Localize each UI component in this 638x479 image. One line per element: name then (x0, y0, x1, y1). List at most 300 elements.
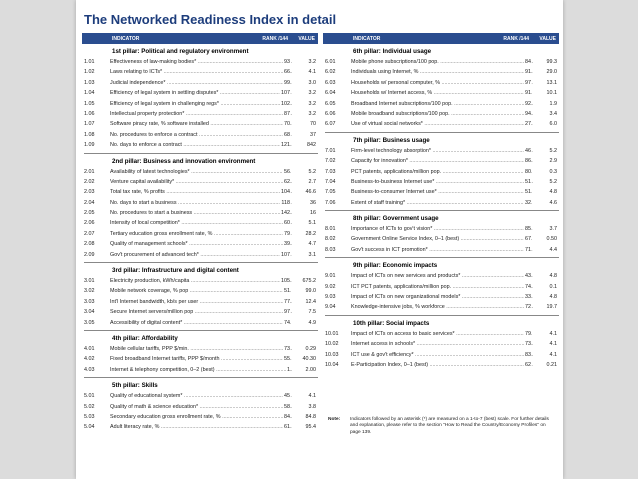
indicator-rank: 142 (280, 208, 290, 218)
indicator-value: 36 (292, 198, 316, 208)
indicator-code: 1.06 (84, 110, 95, 117)
column-header (82, 33, 318, 44)
indicator-row (323, 350, 559, 360)
indicator-name: Households w/ personal computer, % ..... (351, 78, 537, 88)
indicator-value: 10.1 (533, 88, 557, 98)
indicator-name: Accessibility of digital content* ..... (110, 318, 296, 328)
indicator-value: 4.6 (533, 198, 557, 208)
divider (325, 315, 559, 316)
indicator-rank: 45 (283, 391, 290, 401)
indicator-code: 2.05 (84, 210, 95, 217)
indicator-row (82, 239, 318, 249)
note-text: Indicators followed by an asterisk (*) are measured on a 1-to-7 (best) scale. For further details and explanation, please refer to the section "How to Read the Country/Economy Profiles" on page 139. (350, 417, 549, 435)
indicator-row (82, 307, 318, 317)
indicator-name: E-Participation Index, 0–1 (best) ..... (351, 360, 537, 370)
indicator-value: 6.0 (533, 119, 557, 129)
indicator-rank: 118 (280, 198, 290, 208)
indicator-value: 3.7 (533, 224, 557, 234)
indicator-rank: 105 (280, 276, 290, 286)
indicator-row (82, 57, 318, 67)
indicator-value: 5.2 (533, 177, 557, 187)
indicator-rank: 73 (524, 339, 531, 349)
indicator-code: 9.04 (325, 304, 336, 311)
indicator-name: Capacity for innovation* ..... (351, 156, 537, 166)
indicator-row (82, 99, 318, 109)
indicator-value: 3.4 (533, 109, 557, 119)
indicator-rank: 86 (524, 156, 531, 166)
indicator-name: Judicial independence* ..... (110, 78, 296, 88)
indicator-name: Mobile broadband subscriptions/100 pop. ..... (351, 109, 537, 119)
indicator-name: Government Online Service Index, 0–1 (best) ..... (351, 234, 537, 244)
indicator-rank: 51 (524, 177, 531, 187)
indicator-row (323, 156, 559, 166)
pillar-title: 2nd pillar: Business and innovation environment (112, 157, 256, 165)
indicator-name: Quality of math & science education* ..... (110, 402, 296, 412)
indicator-code: 5.01 (84, 393, 95, 400)
left-pillars (82, 46, 318, 433)
divider (84, 330, 318, 331)
indicator-value: 4.1 (533, 350, 557, 360)
pillar-title: 1st pillar: Political and regulatory environment (112, 48, 249, 55)
divider (325, 257, 559, 258)
indicator-value: 4.8 (533, 292, 557, 302)
indicator-rank: 84 (283, 412, 290, 422)
indicator-rank: 39 (283, 239, 290, 249)
indicator-value: 46.6 (292, 187, 316, 197)
indicator-rank: 91 (524, 88, 531, 98)
indicator-value: 675.2 (292, 276, 316, 286)
indicator-name: Total tax rate, % profits ..... (110, 187, 296, 197)
indicator-value: 7.5 (292, 307, 316, 317)
indicator-rank: 66 (283, 67, 290, 77)
divider (325, 210, 559, 211)
indicator-code: 8.01 (325, 226, 336, 233)
indicator-rank: 56 (283, 167, 290, 177)
indicator-value: 4.8 (533, 271, 557, 281)
indicator-name: Tertiary education gross enrollment rate, % ..... (110, 229, 296, 239)
indicator-rank: 46 (524, 146, 531, 156)
indicator-rank: 74 (524, 282, 531, 292)
indicator-name: Use of virtual social networks* ..... (351, 119, 537, 129)
indicator-name: Mobile phone subscriptions/100 pop. ..... (351, 57, 537, 67)
indicator-value: 0.1 (533, 282, 557, 292)
indicator-code: 1.07 (84, 121, 95, 128)
indicator-name: Fixed broadband Internet tariffs, PPP $/month ..... (110, 354, 296, 364)
indicator-name: Quality of educational system* ..... (110, 391, 296, 401)
indicator-value: 3.0 (292, 78, 316, 88)
indicator-row (82, 218, 318, 228)
indicator-code: 9.01 (325, 273, 336, 280)
indicator-value: 0.29 (292, 344, 316, 354)
indicator-name: Efficiency of legal system in challenging regs* ..... (110, 99, 296, 109)
indicator-value: 99.0 (292, 286, 316, 296)
indicator-row (82, 140, 318, 150)
indicator-row (82, 167, 318, 177)
indicator-name: PCT patents, applications/million pop. ..... (351, 167, 537, 177)
indicator-row (323, 198, 559, 208)
indicator-code: 10.01 (325, 330, 339, 337)
indicator-code: 6.07 (325, 121, 336, 128)
indicator-code: 2.06 (84, 220, 95, 227)
indicator-row (82, 67, 318, 77)
indicator-value: 4.1 (533, 329, 557, 339)
indicator-value: 3.2 (292, 99, 316, 109)
indicator-code: 2.08 (84, 241, 95, 248)
indicator-code: 7.02 (325, 158, 336, 165)
indicator-value: 3.1 (292, 250, 316, 260)
indicator-rank: 85 (524, 224, 531, 234)
indicator-row (323, 187, 559, 197)
indicator-code: 6.02 (325, 69, 336, 76)
pillar-title: 4th pillar: Affordability (112, 334, 178, 342)
indicator-row (82, 344, 318, 354)
indicator-value: 4.1 (292, 67, 316, 77)
indicator-name: No. days to enforce a contract ..... (110, 140, 296, 150)
indicator-name: ICT use & gov't efficiency* ..... (351, 350, 537, 360)
indicator-row (82, 109, 318, 119)
indicator-value: 37 (292, 130, 316, 140)
indicator-name: Software piracy rate, % software installed ..... (110, 119, 296, 129)
indicator-row (323, 329, 559, 339)
indicator-value: 4.7 (292, 239, 316, 249)
indicator-row (82, 354, 318, 364)
indicator-rank: 51 (524, 187, 531, 197)
header-rank: RANK /144 (503, 36, 529, 42)
indicator-code: 6.04 (325, 90, 336, 97)
pillar-section (82, 265, 318, 331)
indicator-name: Effectiveness of law-making bodies* ..... (110, 57, 296, 67)
indicator-rank: 99 (283, 78, 290, 88)
indicator-code: 2.02 (84, 178, 95, 185)
indicator-name: Importance of ICTs to gov't vision* ..... (351, 224, 537, 234)
indicator-row (82, 229, 318, 239)
pillar-section (323, 213, 559, 258)
indicator-value: 19.7 (533, 302, 557, 312)
indicator-row (82, 402, 318, 412)
indicator-name: No. procedures to enforce a contract ..... (110, 130, 296, 140)
indicator-value: 4.4 (533, 245, 557, 255)
indicator-value: 13.1 (533, 78, 557, 88)
indicator-code: 1.09 (84, 142, 95, 149)
indicator-row (323, 78, 559, 88)
indicator-code: 3.04 (84, 309, 95, 316)
pillar-section (323, 135, 559, 211)
indicator-value: 5.2 (292, 167, 316, 177)
indicator-rank: 87 (283, 109, 290, 119)
indicator-value: 99.3 (533, 57, 557, 67)
divider (84, 153, 318, 154)
indicator-value: 16 (292, 208, 316, 218)
indicator-code: 9.03 (325, 294, 336, 301)
indicator-row (82, 422, 318, 432)
indicator-row (323, 57, 559, 67)
indicator-rank: 72 (524, 302, 531, 312)
header-value: VALUE (298, 36, 315, 42)
indicator-row (323, 282, 559, 292)
indicator-value: 29.0 (533, 67, 557, 77)
indicator-code: 4.03 (84, 366, 95, 373)
indicator-value: 4.8 (533, 187, 557, 197)
indicator-code: 4.01 (84, 345, 95, 352)
indicator-rank: 77 (283, 297, 290, 307)
indicator-code: 10.03 (325, 351, 339, 358)
indicator-value: 2.7 (292, 177, 316, 187)
indicator-value: 3.2 (292, 109, 316, 119)
indicator-rank: 1 (286, 365, 290, 375)
indicator-row (323, 234, 559, 244)
indicator-rank: 94 (524, 109, 531, 119)
indicator-row (82, 119, 318, 129)
indicator-code: 2.04 (84, 199, 95, 206)
indicator-code: 6.05 (325, 100, 336, 107)
indicator-rank: 92 (524, 99, 531, 109)
indicator-code: 1.02 (84, 69, 95, 76)
indicator-row (323, 99, 559, 109)
indicator-rank: 43 (524, 271, 531, 281)
indicator-rank: 74 (283, 318, 290, 328)
indicator-code: 5.02 (84, 403, 95, 410)
indicator-code: 1.03 (84, 79, 95, 86)
indicator-rank: 51 (283, 286, 290, 296)
indicator-value: 842 (292, 140, 316, 150)
indicator-name: Individuals using Internet, % ..... (351, 67, 537, 77)
pillar-title: 7th pillar: Business usage (353, 136, 430, 144)
indicator-name: Mobile cellular tariffs, PPP $/min. ..... (110, 344, 296, 354)
indicator-code: 1.05 (84, 100, 95, 107)
pillar-section (323, 318, 559, 371)
indicator-name: Intensity of local competition* ..... (110, 218, 296, 228)
indicator-value: 4.9 (292, 318, 316, 328)
indicator-value: 1.9 (533, 99, 557, 109)
indicator-name: No. days to start a business ..... (110, 198, 296, 208)
pillar-section (82, 380, 318, 433)
indicator-code: 5.04 (84, 424, 95, 431)
indicator-row (323, 119, 559, 129)
indicator-row (323, 88, 559, 98)
indicator-row (82, 88, 318, 98)
indicator-rank: 62 (524, 360, 531, 370)
indicator-row (323, 360, 559, 370)
indicator-value: 4.1 (533, 339, 557, 349)
right-pillars (323, 46, 559, 370)
indicator-code: 2.07 (84, 230, 95, 237)
divider (84, 262, 318, 263)
indicator-rank: 60 (283, 218, 290, 228)
indicator-code: 7.03 (325, 168, 336, 175)
indicator-code: 3.05 (84, 319, 95, 326)
indicator-code: 3.03 (84, 298, 95, 305)
indicator-rank: 97 (283, 307, 290, 317)
indicator-code: 5.03 (84, 413, 95, 420)
page-title: The Networked Readiness Index in detail (84, 12, 337, 27)
indicator-rank: 107 (280, 88, 290, 98)
header-indicator: INDICATOR (112, 36, 140, 42)
indicator-row (82, 412, 318, 422)
indicator-value: 3.8 (292, 402, 316, 412)
indicator-code: 1.08 (84, 131, 95, 138)
right-column (323, 33, 559, 370)
indicator-rank: 58 (283, 402, 290, 412)
indicator-rank: 67 (524, 234, 531, 244)
indicator-value: 0.21 (533, 360, 557, 370)
report-page (76, 0, 563, 479)
indicator-rank: 73 (283, 344, 290, 354)
pillar-title: 9th pillar: Economic impacts (353, 262, 438, 270)
indicator-rank: 121 (280, 140, 290, 150)
indicator-value: 0.50 (533, 234, 557, 244)
indicator-code: 10.02 (325, 341, 339, 348)
indicator-code: 1.04 (84, 90, 95, 97)
indicator-value: 12.4 (292, 297, 316, 307)
indicator-row (323, 339, 559, 349)
indicator-name: Int'l Internet bandwidth, kb/s per user ..... (110, 297, 296, 307)
pillar-section (82, 156, 318, 264)
indicator-rank: 55 (283, 354, 290, 364)
indicator-name: Quality of management schools* ..... (110, 239, 296, 249)
header-rank: RANK /144 (262, 36, 288, 42)
indicator-name: Adult literacy rate, % ..... (110, 422, 296, 432)
indicator-code: 7.06 (325, 199, 336, 206)
indicator-value: 3.2 (292, 88, 316, 98)
pillar-section (82, 333, 318, 378)
indicator-name: Extent of staff training* ..... (351, 198, 537, 208)
indicator-value: 0.3 (533, 167, 557, 177)
indicator-code: 4.02 (84, 356, 95, 363)
indicator-row (323, 271, 559, 281)
indicator-rank: 71 (524, 245, 531, 255)
pillar-title: 3rd pillar: Infrastructure and digital content (112, 267, 239, 275)
indicator-name: Laws relating to ICTs* ..... (110, 67, 296, 77)
indicator-value: 95.4 (292, 422, 316, 432)
indicator-row (82, 130, 318, 140)
indicator-name: No. procedures to start a business ..... (110, 208, 296, 218)
indicator-row (82, 276, 318, 286)
divider (325, 132, 559, 133)
pillar-section (82, 46, 318, 154)
left-column (82, 33, 318, 433)
indicator-name: Internet access in schools* ..... (351, 339, 537, 349)
indicator-rank: 32 (524, 198, 531, 208)
indicator-name: Gov't success in ICT promotion* ..... (351, 245, 537, 255)
indicator-value: 28.2 (292, 229, 316, 239)
indicator-code: 3.01 (84, 278, 95, 285)
indicator-name: Availability of latest technologies* ..... (110, 167, 296, 177)
indicator-name: Knowledge-intensive jobs, % workforce ..... (351, 302, 537, 312)
indicator-rank: 70 (283, 119, 290, 129)
indicator-name: Efficiency of legal system in settling disputes* ..... (110, 88, 296, 98)
indicator-name: Mobile network coverage, % pop ..... (110, 286, 296, 296)
indicator-code: 3.02 (84, 288, 95, 295)
indicator-name: Business-to-business Internet use* ..... (351, 177, 537, 187)
indicator-value: 84.8 (292, 412, 316, 422)
indicator-name: Business-to-consumer Internet use* ..... (351, 187, 537, 197)
indicator-rank: 68 (283, 130, 290, 140)
indicator-rank: 93 (283, 57, 290, 67)
indicator-code: 10.04 (325, 361, 339, 368)
header-value: VALUE (539, 36, 556, 42)
indicator-row (82, 198, 318, 208)
indicator-name: Firm-level technology absorption* ..... (351, 146, 537, 156)
indicator-value: 5.2 (533, 146, 557, 156)
indicator-value: 40.30 (292, 354, 316, 364)
indicator-name: Impact of ICTs on new organizational models* ..... (351, 292, 537, 302)
indicator-rank: 84 (524, 57, 531, 67)
pillar-section (323, 260, 559, 316)
indicator-code: 2.09 (84, 251, 95, 258)
indicator-rank: 107 (280, 250, 290, 260)
indicator-row (323, 167, 559, 177)
indicator-value: 2.00 (292, 365, 316, 375)
indicator-code: 6.06 (325, 110, 336, 117)
indicator-code: 7.05 (325, 189, 336, 196)
indicator-code: 7.01 (325, 147, 336, 154)
indicator-name: Secure Internet servers/million pop ..... (110, 307, 296, 317)
indicator-row (82, 208, 318, 218)
indicator-value: 5.1 (292, 218, 316, 228)
indicator-code: 6.03 (325, 79, 336, 86)
indicator-name: Broadband Internet subscriptions/100 pop. ..... (351, 99, 537, 109)
pillar-title: 5th pillar: Skills (112, 382, 158, 390)
indicator-rank: 104 (280, 187, 290, 197)
indicator-code: 7.04 (325, 178, 336, 185)
indicator-row (323, 292, 559, 302)
indicator-rank: 80 (524, 167, 531, 177)
indicator-rank: 97 (524, 78, 531, 88)
indicator-rank: 79 (283, 229, 290, 239)
indicator-row (82, 318, 318, 328)
indicator-name: Venture capital availability* ..... (110, 177, 296, 187)
indicator-name: Secondary education gross enrollment rate, % ..... (110, 412, 296, 422)
indicator-rank: 102 (280, 99, 290, 109)
indicator-code: 8.03 (325, 246, 336, 253)
pillar-title: 10th pillar: Social impacts (353, 319, 430, 327)
indicator-row (82, 78, 318, 88)
indicator-name: Gov't procurement of advanced tech* ..... (110, 250, 296, 260)
indicator-value: 4.1 (292, 391, 316, 401)
indicator-row (323, 177, 559, 187)
indicator-name: Impact of ICTs on new services and products* ..... (351, 271, 537, 281)
footnote (328, 417, 556, 436)
indicator-rank: 83 (524, 350, 531, 360)
indicator-rank: 33 (524, 292, 531, 302)
divider (84, 377, 318, 378)
indicator-name: Internet & telephony competition, 0–2 (best) ..... (110, 365, 296, 375)
indicator-row (323, 245, 559, 255)
indicator-name: ICT PCT patents, applications/million pop. ..... (351, 282, 537, 292)
indicator-row (82, 391, 318, 401)
indicator-code: 2.01 (84, 168, 95, 175)
pillar-section (323, 46, 559, 133)
indicator-code: 2.03 (84, 189, 95, 196)
indicator-value: 3.2 (292, 57, 316, 67)
indicator-name: Impact of ICTs on access to basic services* ..... (351, 329, 537, 339)
note-label: Note: (328, 417, 341, 422)
indicator-row (82, 286, 318, 296)
indicator-code: 9.02 (325, 283, 336, 290)
indicator-row (323, 146, 559, 156)
indicator-row (323, 302, 559, 312)
indicator-rank: 62 (283, 177, 290, 187)
column-header (323, 33, 559, 44)
indicator-value: 70 (292, 119, 316, 129)
pillar-title: 8th pillar: Government usage (353, 215, 439, 223)
indicator-name: Households w/ Internet access, % ..... (351, 88, 537, 98)
indicator-rank: 27 (524, 119, 531, 129)
indicator-row (82, 177, 318, 187)
indicator-row (323, 67, 559, 77)
indicator-row (82, 297, 318, 307)
indicator-row (82, 365, 318, 375)
